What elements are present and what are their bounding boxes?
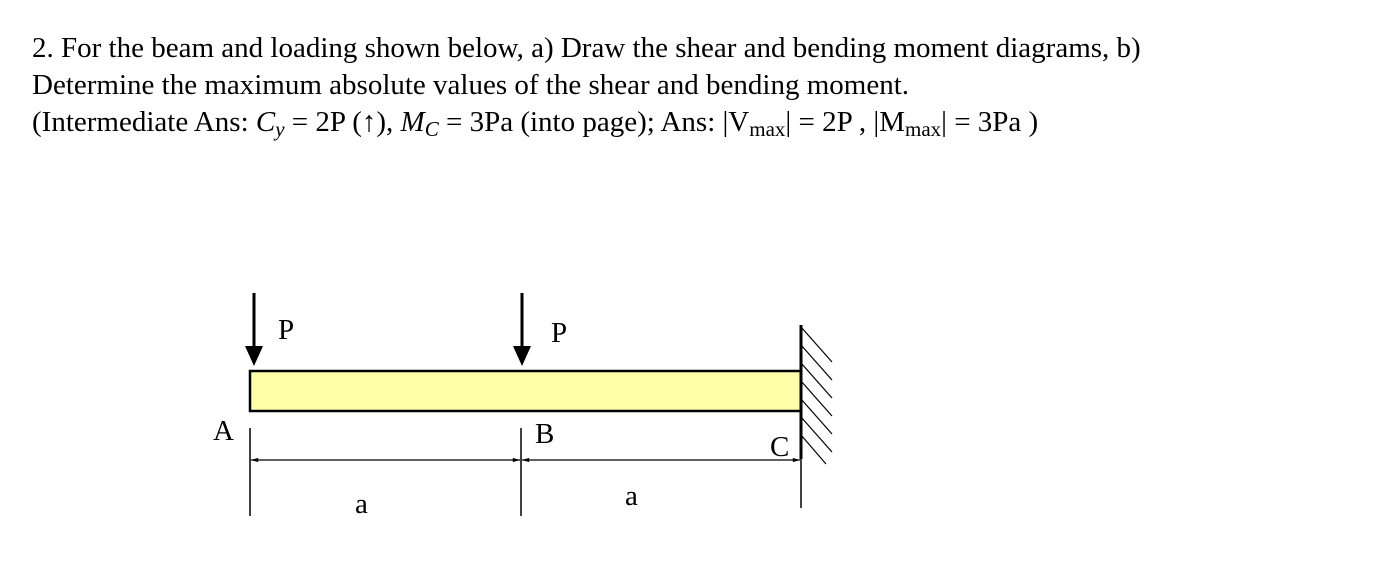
beam	[250, 371, 801, 411]
load-label-mid: P	[551, 317, 568, 349]
dimension-label-bc: a	[625, 480, 638, 512]
load-label-left: P	[278, 314, 295, 346]
cy-close: ),	[376, 106, 401, 138]
mc-variable: M	[400, 106, 425, 138]
cy-subscript: y	[275, 117, 285, 141]
point-a-label: A	[213, 415, 234, 447]
vmax-value: | = 2P , |M	[785, 106, 905, 138]
cy-variable: C	[255, 106, 276, 138]
intermediate-prefix: (Intermediate Ans:	[32, 106, 256, 138]
problem-line-2: Determine the maximum absolute values of the shear and bending moment.	[32, 69, 910, 101]
point-c-label: C	[770, 431, 790, 463]
cy-value: = 2P (	[284, 106, 362, 138]
up-arrow-icon: ↑	[361, 106, 377, 138]
mmax-subscript: max	[904, 117, 942, 141]
dimension-label-ab: a	[355, 488, 368, 520]
load-arrow-left-icon	[245, 293, 263, 366]
fixed-support-icon	[801, 325, 832, 464]
point-b-label: B	[535, 418, 555, 450]
load-arrow-mid-icon	[513, 293, 531, 366]
vmax-subscript: max	[749, 117, 786, 141]
mc-subscript: C	[424, 117, 439, 141]
problem-line-1: 2. For the beam and loading shown below, a) Draw the shear and bending moment diagrams, b)	[32, 32, 1141, 64]
mmax-value: | = 3Pa )	[941, 106, 1039, 138]
mc-value-and-answers: = 3Pa (into page); Ans: |V	[438, 106, 750, 138]
